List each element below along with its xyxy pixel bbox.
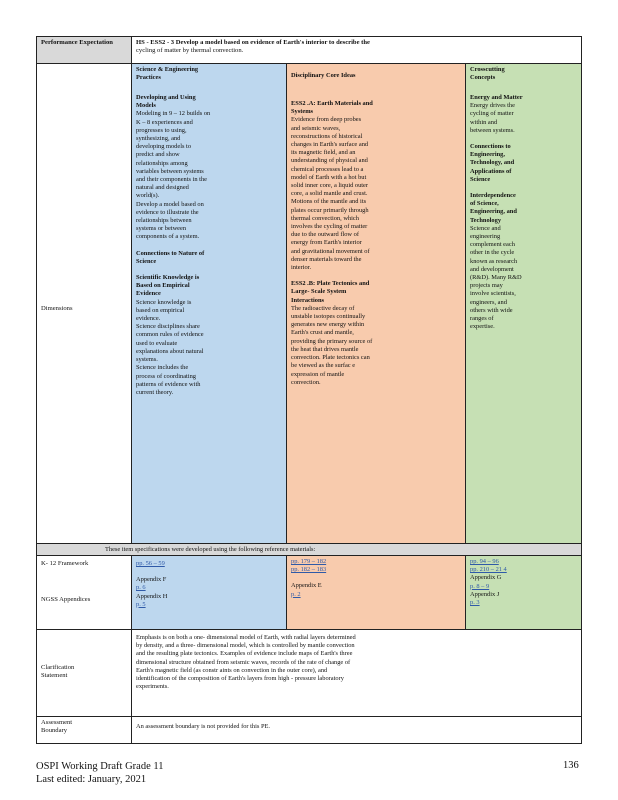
assessment-label-cell [36,716,132,744]
sep-line: common rules of evidence [136,331,204,339]
cc-line: (R&D). Many R&D [470,274,522,282]
sep-line: systems or between [136,225,187,233]
dci-column [286,63,466,544]
cc-line: engineering [470,233,501,241]
dci-line: denser materials toward the [291,255,362,263]
sep-line: evidence to illustrate the [136,208,199,216]
dci-line: thermal convection, which [291,214,359,222]
cc-line: expertise. [470,323,495,331]
sep-line: current theory. [136,388,174,396]
cc-line: engineers, and [470,298,507,306]
cc-line [470,184,577,192]
framework-cc-cell [465,555,582,630]
clarification-line: Earth's magnetic field (as constr aints on convection in the outer core), and [136,666,328,674]
assessment-text-cell [131,716,582,744]
dci-line: providing the primary source of [291,337,373,345]
framework-cc-ref[interactable]: pp. 94 – 96 [470,558,499,565]
framework-sep-ref[interactable]: pp. 56 – 59 [136,560,165,567]
sep-line: progresses to using, [136,126,187,134]
ngss-appendices-label: NGSS Appendices [41,596,91,603]
sep-line: Scientific Knowledge is [136,274,200,282]
sep-line: process of coordinating [136,372,196,380]
sep-line: Connections to Nature of [136,249,205,257]
cc-line: within and [470,118,498,126]
clarification-line: and the resulting plate tectonics. Examples of evidence include maps of Earth's three [136,650,353,658]
cc-line: Technology [470,216,502,224]
sep-line: explanations about natural [136,347,204,355]
cc-heading: Crosscutting Concepts [470,66,505,82]
sep-line: relationships among [136,159,188,167]
dci-line: convection. [291,378,321,386]
dci-line: plates occur primarily through [291,206,369,214]
clarification-line: by density, and a three- dimensional model, which is controlled by mantle convection [136,642,355,650]
framework-dci-ref[interactable]: p. 2 [291,590,301,598]
dci-line: be viewed as the surfac e [291,362,356,370]
framework-cc-ref[interactable]: pp. 210 – 21 4 [470,566,507,574]
sep-line: systems. [136,356,158,364]
framework-label-cell [36,555,132,630]
framework-sep-cell [131,555,287,630]
sep-line: Science includes the [136,364,189,372]
clarification-line: dimensional structure obtained from seismic waves, records of the rate of change of [136,658,351,666]
sep-line [136,242,282,250]
framework-cc-ref[interactable]: p. 3 [470,599,480,607]
cc-line: complement each [470,241,515,249]
sep-line: and their components in the [136,176,207,184]
dci-line: and gravitational movement of [291,247,370,255]
cc-line: Engineering, and [470,208,517,216]
clarification-line: Emphasis is on both a one- dimensional model of Earth, with radial layers determined [136,634,356,641]
sep-line: predict and show [136,151,180,159]
sep-line: relationships between [136,217,192,225]
dci-line: Motions of the mantle and its [291,198,367,206]
cc-line: and development [470,265,514,273]
footer-draft: OSPI Working Draft Grade 11 [36,761,164,772]
sep-line: Developing and Using [136,94,196,101]
sep-heading: Science & Engineering Practices [136,66,199,82]
cc-line: Energy drives the [470,102,515,110]
cc-line: cycling of matter [470,110,514,118]
dci-line: changes in Earth's surface and [291,141,369,149]
footer-left [36,760,163,786]
cc-line: ranges of [470,315,494,323]
dci-line: reconstructions of historical [291,132,363,140]
framework-sep-ref [136,568,282,576]
assessment-label: Assessment Boundary [41,719,73,734]
cc-line: Science [470,175,491,183]
sep-line [136,266,282,274]
sep-line: Science [136,257,157,265]
pe-text-cell [131,36,582,64]
sep-line: used to evaluate [136,339,178,347]
dci-line: due to the outward flow of [291,231,359,239]
dci-line: convection. Plate tectonics can [291,354,370,362]
pe-text-line2: cycling of matter by thermal convection. [136,47,244,54]
framework-dci-ref [291,574,461,582]
cc-line: projects may [470,282,503,290]
framework-dci-ref[interactable]: pp. 179 – 182 [291,558,327,565]
clarification-line: identification of the composition of Earth's layers from high - pressure laboratory [136,675,344,683]
dci-line: ESS2 .A: Earth Materials and [291,100,373,107]
sep-line: natural and designed [136,184,189,192]
cc-line: Interdependence [470,192,516,200]
sep-line: evidence. [136,315,161,323]
cc-line: Energy and Matter [470,94,523,101]
reference-text: These item specifications were developed using the following reference materials: [105,546,316,553]
cc-line: of Science, [470,200,499,208]
cc-line: Engineering, [470,151,505,159]
sep-line: synthesizing, and [136,135,181,143]
dci-line: interior. [291,264,312,272]
dimensions-label: Dimensions [41,305,73,312]
dci-heading: Disciplinary Core Ideas [291,72,356,79]
sep-line: Based on Empirical [136,282,190,290]
clarification-label: Clarification Statement [41,664,75,679]
sep-line: world(s). [136,192,160,200]
cc-line: Technology, and [470,159,515,167]
sep-line: developing models to [136,143,192,151]
cc-line: others with wide [470,306,513,314]
framework-sep-ref: Appendix F [136,576,167,584]
dci-line: Systems [291,108,314,116]
pe-text-line1: HS - ESS2 - 3 Develop a model based on evidence of Earth's interior to describe the [136,39,370,46]
cc-line: Connections to [470,143,511,151]
sep-line: Modeling in 9 – 12 builds on [136,110,211,118]
dci-line: ESS2 .B: Plate Tectonics and [291,280,370,288]
dci-line: expression of mantle [291,370,345,378]
k12-framework-label: K- 12 Framework [41,560,89,567]
sep-line: patterns of evidence with [136,380,201,388]
dci-line: The radioactive decay of [291,304,355,312]
sep-line: based on empirical [136,306,185,314]
dci-line: involves the cycling of matter [291,223,368,231]
clarification-line: experiments. [136,683,169,691]
dci-line: model of Earth with a hot but [291,173,367,181]
dci-line: Large- Scale System [291,288,347,296]
sep-line: K – 8 experiences and [136,118,193,126]
dci-line: chemical processes lead to a [291,165,364,173]
cc-line: Applications of [470,167,512,175]
footer-edited: Last edited: January, 2021 [36,774,147,785]
sep-column [131,63,287,544]
dci-line: generates new energy within [291,321,365,329]
cc-line: known as research [470,257,518,265]
clarification-text-cell [131,629,582,717]
dci-line: Evidence from deep probes [291,116,362,124]
cc-line [470,135,577,143]
framework-sep-ref[interactable]: p. 5 [136,600,146,608]
framework-cc-ref[interactable]: p. 8 – 9 [470,582,490,590]
dci-line: its magnetic field, and an [291,149,356,157]
sep-line: components of a system. [136,233,200,241]
dci-line: the heat that drives mantle [291,345,359,353]
dci-line [291,272,461,280]
dci-line: Earth's crust and mantle, [291,329,354,337]
dci-line: and seismic waves, [291,124,341,132]
dci-line: core, a solid mantle and crust. [291,190,368,198]
dimensions-label-cell [36,63,132,544]
sep-line: Science knowledge is [136,298,192,306]
cc-line: between systems. [470,126,515,134]
framework-dci-ref[interactable]: pp. 182 – 183 [291,566,327,574]
framework-sep-ref[interactable]: p. 6 [136,584,146,592]
cc-column [465,63,582,544]
framework-cc-ref: Appendix J [470,590,500,598]
sep-line: Evidence [136,290,161,298]
dci-line: unstable isotopes continually [291,313,366,321]
dci-line: Interactions [291,296,325,304]
cc-line: other in the cycle [470,249,515,257]
sep-line: Models [136,102,156,110]
dci-line: understanding of physical and [291,157,368,165]
cc-line: Science and [470,224,501,232]
assessment-text: An assessment boundary is not provided for this PE. [136,723,271,730]
framework-dci-ref: Appendix E [291,582,322,590]
framework-dci-cell [286,555,466,630]
clarification-label-cell [36,629,132,717]
dci-line: energy from Earth's interior [291,239,362,247]
dci-line: solid inner core, a liquid outer [291,182,369,190]
sep-line: Develop a model based on [136,200,204,208]
framework-cc-ref: Appendix G [470,574,502,582]
sep-line: variables between systems [136,167,204,175]
pe-label-cell [36,36,132,64]
framework-sep-ref: Appendix H [136,592,168,600]
cc-line: involve scientists, [470,290,516,298]
page-number: 136 [563,760,579,771]
pe-label: Performance Expectation [41,39,113,46]
sep-line: Science disciplines share [136,323,200,331]
